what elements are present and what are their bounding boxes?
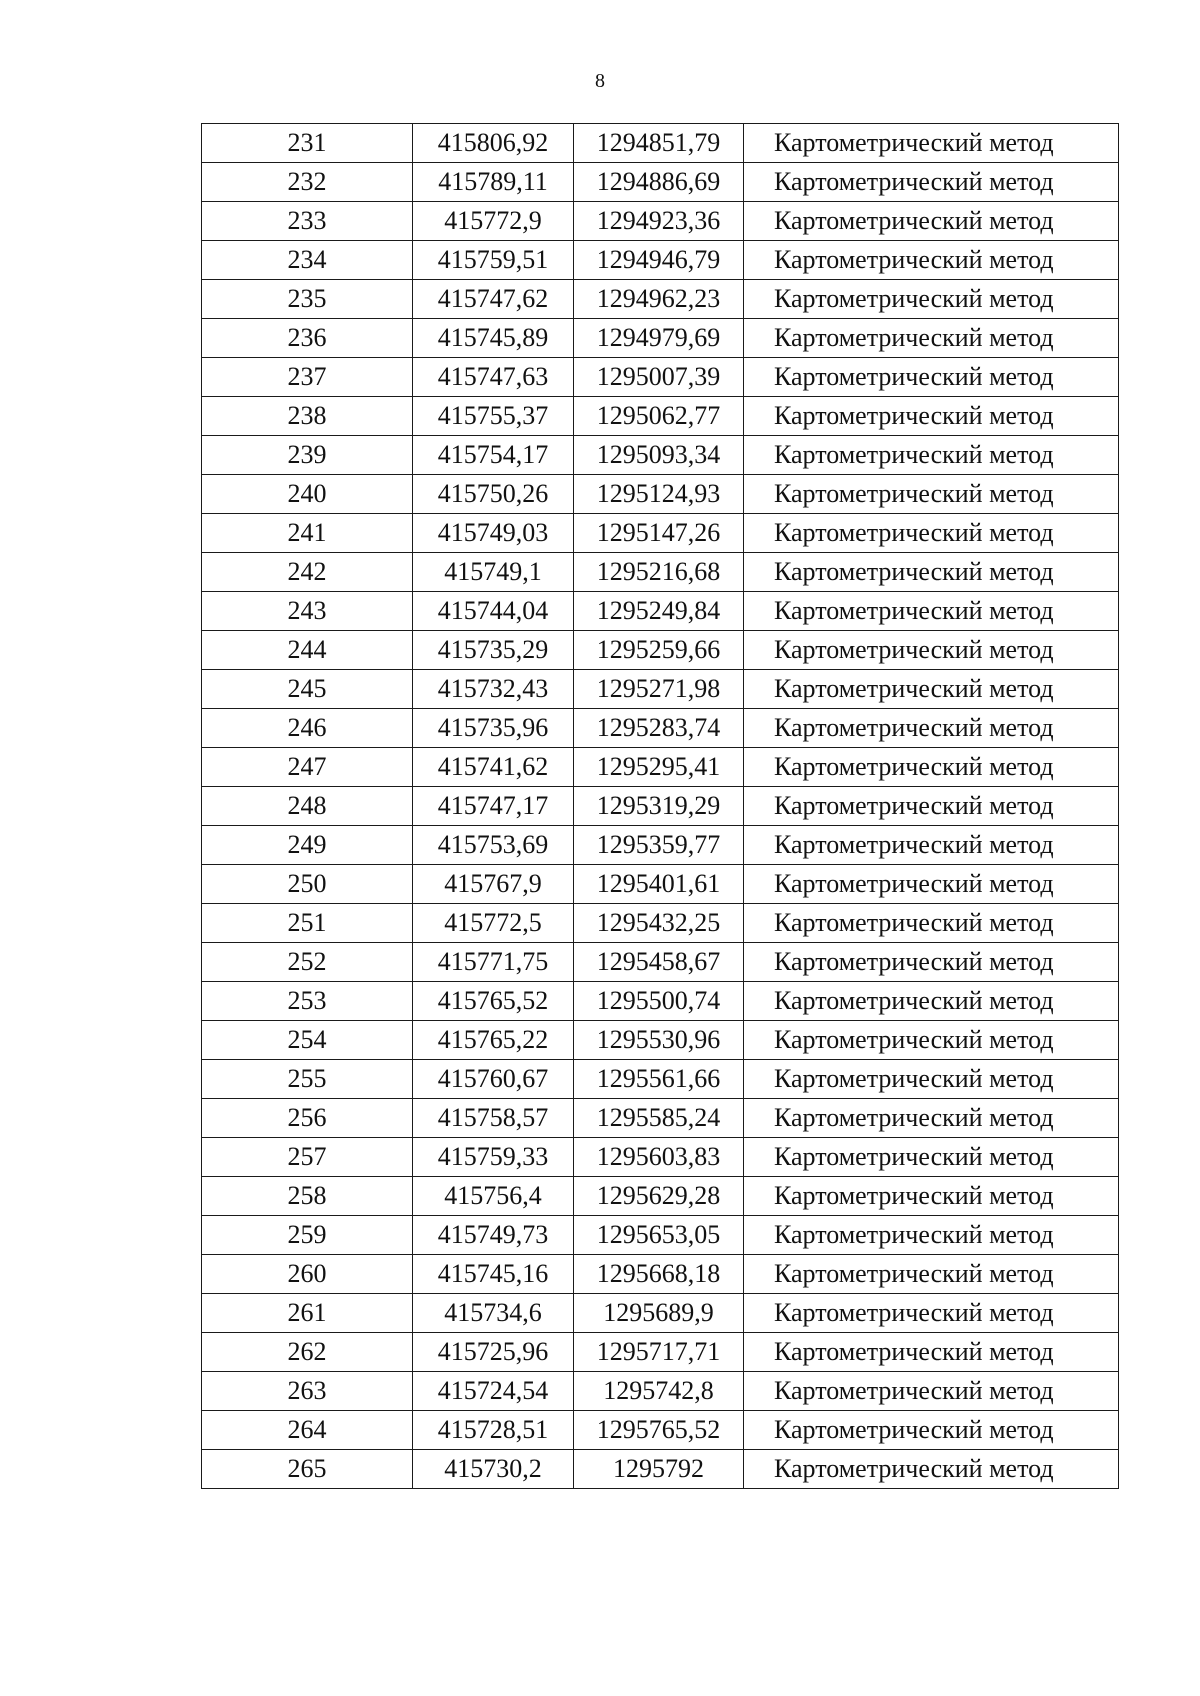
y-coordinate-cell: 1294923,36 [574,202,744,241]
y-coordinate-cell: 1295007,39 [574,358,744,397]
point-number-cell: 238 [202,397,413,436]
method-cell: Картометрический метод [744,202,1119,241]
table-row [202,1177,1119,1216]
table-row [202,670,1119,709]
table-row [202,1021,1119,1060]
method-cell: Картометрический метод [744,280,1119,319]
x-coordinate-cell: 415760,67 [413,1060,574,1099]
method-cell: Картометрический метод [744,397,1119,436]
y-coordinate-cell: 1295742,8 [574,1372,744,1411]
table-row [202,592,1119,631]
point-number-cell: 237 [202,358,413,397]
x-coordinate-cell: 415735,29 [413,631,574,670]
x-coordinate-cell: 415789,11 [413,163,574,202]
method-cell: Картометрический метод [744,514,1119,553]
table-row [202,1138,1119,1177]
x-coordinate-cell: 415756,4 [413,1177,574,1216]
y-coordinate-cell: 1295792 [574,1450,744,1489]
table-row [202,553,1119,592]
table-row [202,787,1119,826]
x-coordinate-cell: 415747,17 [413,787,574,826]
y-coordinate-cell: 1295401,61 [574,865,744,904]
method-cell: Картометрический метод [744,1099,1119,1138]
y-coordinate-cell: 1295093,34 [574,436,744,475]
x-coordinate-cell: 415724,54 [413,1372,574,1411]
table-row [202,826,1119,865]
point-number-cell: 264 [202,1411,413,1450]
y-coordinate-cell: 1295689,9 [574,1294,744,1333]
y-coordinate-cell: 1295561,66 [574,1060,744,1099]
table-row [202,982,1119,1021]
point-number-cell: 260 [202,1255,413,1294]
y-coordinate-cell: 1295295,41 [574,748,744,787]
method-cell: Картометрический метод [744,1411,1119,1450]
x-coordinate-cell: 415772,9 [413,202,574,241]
table-row [202,1450,1119,1489]
x-coordinate-cell: 415745,16 [413,1255,574,1294]
point-number-cell: 232 [202,163,413,202]
method-cell: Картометрический метод [744,1177,1119,1216]
x-coordinate-cell: 415753,69 [413,826,574,865]
method-cell: Картометрический метод [744,826,1119,865]
table-row [202,280,1119,319]
point-number-cell: 239 [202,436,413,475]
method-cell: Картометрический метод [744,436,1119,475]
y-coordinate-cell: 1295653,05 [574,1216,744,1255]
coordinates-table [201,123,1119,1489]
x-coordinate-cell: 415728,51 [413,1411,574,1450]
method-cell: Картометрический метод [744,592,1119,631]
point-number-cell: 261 [202,1294,413,1333]
method-cell: Картометрический метод [744,1294,1119,1333]
y-coordinate-cell: 1295062,77 [574,397,744,436]
table-row [202,1411,1119,1450]
y-coordinate-cell: 1295668,18 [574,1255,744,1294]
table-row [202,1099,1119,1138]
page-number: 8 [595,70,605,92]
point-number-cell: 242 [202,553,413,592]
method-cell: Картометрический метод [744,1021,1119,1060]
table-row [202,202,1119,241]
point-number-cell: 231 [202,124,413,163]
y-coordinate-cell: 1295249,84 [574,592,744,631]
y-coordinate-cell: 1295500,74 [574,982,744,1021]
method-cell: Картометрический метод [744,1216,1119,1255]
method-cell: Картометрический метод [744,1372,1119,1411]
x-coordinate-cell: 415747,63 [413,358,574,397]
y-coordinate-cell: 1295432,25 [574,904,744,943]
table-row [202,709,1119,748]
table-row [202,943,1119,982]
method-cell: Картометрический метод [744,943,1119,982]
point-number-cell: 246 [202,709,413,748]
point-number-cell: 240 [202,475,413,514]
method-cell: Картометрический метод [744,709,1119,748]
table-row [202,1372,1119,1411]
x-coordinate-cell: 415772,5 [413,904,574,943]
method-cell: Картометрический метод [744,1255,1119,1294]
y-coordinate-cell: 1294851,79 [574,124,744,163]
table-row [202,397,1119,436]
table-row [202,1255,1119,1294]
table-row [202,358,1119,397]
point-number-cell: 233 [202,202,413,241]
coordinates-table-body [202,124,1119,1489]
method-cell: Картометрический метод [744,163,1119,202]
y-coordinate-cell: 1295319,29 [574,787,744,826]
y-coordinate-cell: 1295216,68 [574,553,744,592]
method-cell: Картометрический метод [744,631,1119,670]
y-coordinate-cell: 1294962,23 [574,280,744,319]
method-cell: Картометрический метод [744,358,1119,397]
table-row [202,1294,1119,1333]
x-coordinate-cell: 415744,04 [413,592,574,631]
method-cell: Картометрический метод [744,982,1119,1021]
x-coordinate-cell: 415767,9 [413,865,574,904]
y-coordinate-cell: 1295359,77 [574,826,744,865]
point-number-cell: 244 [202,631,413,670]
table-row [202,631,1119,670]
point-number-cell: 262 [202,1333,413,1372]
y-coordinate-cell: 1295585,24 [574,1099,744,1138]
x-coordinate-cell: 415749,73 [413,1216,574,1255]
table-row [202,904,1119,943]
method-cell: Картометрический метод [744,904,1119,943]
table-row [202,436,1119,475]
method-cell: Картометрический метод [744,241,1119,280]
x-coordinate-cell: 415759,33 [413,1138,574,1177]
table-row [202,475,1119,514]
point-number-cell: 249 [202,826,413,865]
method-cell: Картометрический метод [744,670,1119,709]
x-coordinate-cell: 415759,51 [413,241,574,280]
table-row [202,319,1119,358]
point-number-cell: 265 [202,1450,413,1489]
y-coordinate-cell: 1295147,26 [574,514,744,553]
point-number-cell: 234 [202,241,413,280]
x-coordinate-cell: 415734,6 [413,1294,574,1333]
point-number-cell: 259 [202,1216,413,1255]
point-number-cell: 243 [202,592,413,631]
method-cell: Картометрический метод [744,1060,1119,1099]
y-coordinate-cell: 1295765,52 [574,1411,744,1450]
table-row [202,1060,1119,1099]
point-number-cell: 235 [202,280,413,319]
method-cell: Картометрический метод [744,319,1119,358]
x-coordinate-cell: 415735,96 [413,709,574,748]
x-coordinate-cell: 415750,26 [413,475,574,514]
y-coordinate-cell: 1295271,98 [574,670,744,709]
method-cell: Картометрический метод [744,553,1119,592]
x-coordinate-cell: 415765,52 [413,982,574,1021]
x-coordinate-cell: 415758,57 [413,1099,574,1138]
x-coordinate-cell: 415755,37 [413,397,574,436]
table-row [202,124,1119,163]
x-coordinate-cell: 415732,43 [413,670,574,709]
method-cell: Картометрический метод [744,124,1119,163]
method-cell: Картометрический метод [744,475,1119,514]
table-row [202,865,1119,904]
y-coordinate-cell: 1295283,74 [574,709,744,748]
method-cell: Картометрический метод [744,1138,1119,1177]
table-row [202,1216,1119,1255]
point-number-cell: 245 [202,670,413,709]
y-coordinate-cell: 1294946,79 [574,241,744,280]
x-coordinate-cell: 415749,1 [413,553,574,592]
y-coordinate-cell: 1294979,69 [574,319,744,358]
y-coordinate-cell: 1295458,67 [574,943,744,982]
point-number-cell: 247 [202,748,413,787]
x-coordinate-cell: 415725,96 [413,1333,574,1372]
x-coordinate-cell: 415730,2 [413,1450,574,1489]
table-row [202,163,1119,202]
point-number-cell: 252 [202,943,413,982]
method-cell: Картометрический метод [744,787,1119,826]
y-coordinate-cell: 1295530,96 [574,1021,744,1060]
y-coordinate-cell: 1294886,69 [574,163,744,202]
point-number-cell: 263 [202,1372,413,1411]
x-coordinate-cell: 415771,75 [413,943,574,982]
point-number-cell: 248 [202,787,413,826]
x-coordinate-cell: 415806,92 [413,124,574,163]
table-row [202,241,1119,280]
point-number-cell: 250 [202,865,413,904]
point-number-cell: 257 [202,1138,413,1177]
x-coordinate-cell: 415754,17 [413,436,574,475]
point-number-cell: 258 [202,1177,413,1216]
point-number-cell: 251 [202,904,413,943]
point-number-cell: 253 [202,982,413,1021]
y-coordinate-cell: 1295717,71 [574,1333,744,1372]
table-row [202,748,1119,787]
y-coordinate-cell: 1295124,93 [574,475,744,514]
point-number-cell: 241 [202,514,413,553]
method-cell: Картометрический метод [744,865,1119,904]
method-cell: Картометрический метод [744,1450,1119,1489]
y-coordinate-cell: 1295603,83 [574,1138,744,1177]
point-number-cell: 236 [202,319,413,358]
x-coordinate-cell: 415745,89 [413,319,574,358]
point-number-cell: 256 [202,1099,413,1138]
x-coordinate-cell: 415741,62 [413,748,574,787]
x-coordinate-cell: 415749,03 [413,514,574,553]
y-coordinate-cell: 1295629,28 [574,1177,744,1216]
method-cell: Картометрический метод [744,748,1119,787]
point-number-cell: 255 [202,1060,413,1099]
table-row [202,1333,1119,1372]
point-number-cell: 254 [202,1021,413,1060]
x-coordinate-cell: 415765,22 [413,1021,574,1060]
method-cell: Картометрический метод [744,1333,1119,1372]
table-row [202,514,1119,553]
y-coordinate-cell: 1295259,66 [574,631,744,670]
x-coordinate-cell: 415747,62 [413,280,574,319]
